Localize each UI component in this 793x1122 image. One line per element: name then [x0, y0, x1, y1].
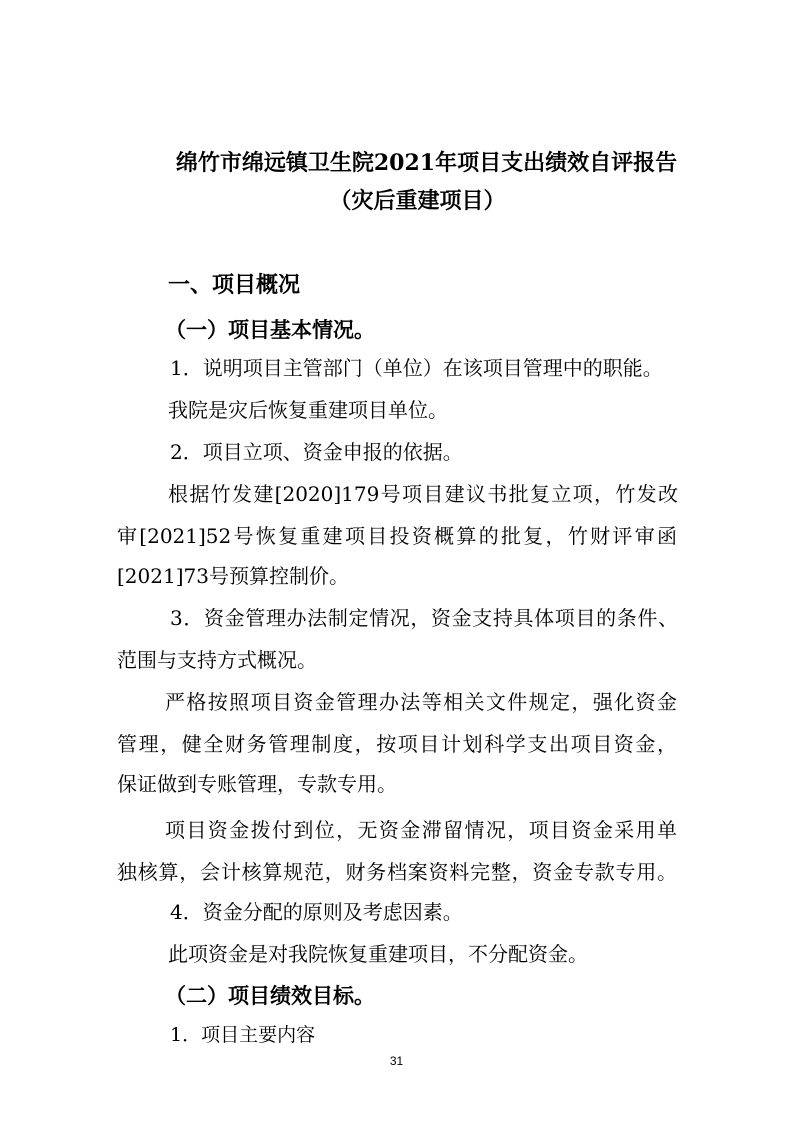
paragraph-line: 此项资金是对我院恢复重建项目，不分配资金。 — [168, 942, 588, 966]
paragraph-line: 1．说明项目主管部门（单位）在该项目管理中的职能。 — [170, 356, 663, 380]
report-subtitle: （灾后重建项目） — [329, 188, 506, 214]
paragraph-line: 我院是灾后恢复重建项目单位。 — [168, 398, 448, 422]
paragraph-line: 3．资金管理办法制定情况，资金支持具体项目的条件、 — [170, 606, 678, 630]
paragraph-line: 保证做到专账管理，专款专用。 — [117, 772, 397, 796]
paragraph-line: 4．资金分配的原则及考虑因素。 — [170, 900, 463, 924]
report-title: 绵竹市绵远镇卫生院2021年项目支出绩效自评报告 — [175, 150, 678, 176]
paragraph-line: 审[2021]52号恢复重建项目投资概算的批复，竹财评审函 — [117, 524, 677, 548]
paragraph-line: 项目资金拨付到位，无资金滞留情况，项目资金采用单 — [165, 818, 677, 842]
paragraph-line: 2．项目立项、资金申报的依据。 — [170, 440, 463, 464]
paragraph-line: 严格按照项目资金管理办法等相关文件规定，强化资金 — [165, 690, 677, 714]
paragraph-line: 独核算，会计核算规范，财务档案资料完整，资金专款专用。 — [117, 860, 677, 884]
paragraph-line: 1．项目主要内容 — [170, 1024, 316, 1046]
paragraph-line: 管理，健全财务管理制度，按项目计划科学支出项目资金， — [117, 732, 677, 756]
paragraph-line: 范围与支持方式概况。 — [117, 648, 317, 672]
section-heading-overview: 一、项目概况 — [168, 273, 301, 298]
subsection-heading-basic-info: （一）项目基本情况。 — [165, 317, 375, 342]
paragraph-line: [2021]73号预算控制价。 — [117, 564, 349, 588]
subsection-heading-performance-goals: （二）项目绩效目标。 — [165, 983, 375, 1008]
page-number: 31 — [389, 1054, 404, 1068]
paragraph-line: 根据竹发建[2020]179号项目建议书批复立项，竹发改 — [168, 482, 678, 506]
